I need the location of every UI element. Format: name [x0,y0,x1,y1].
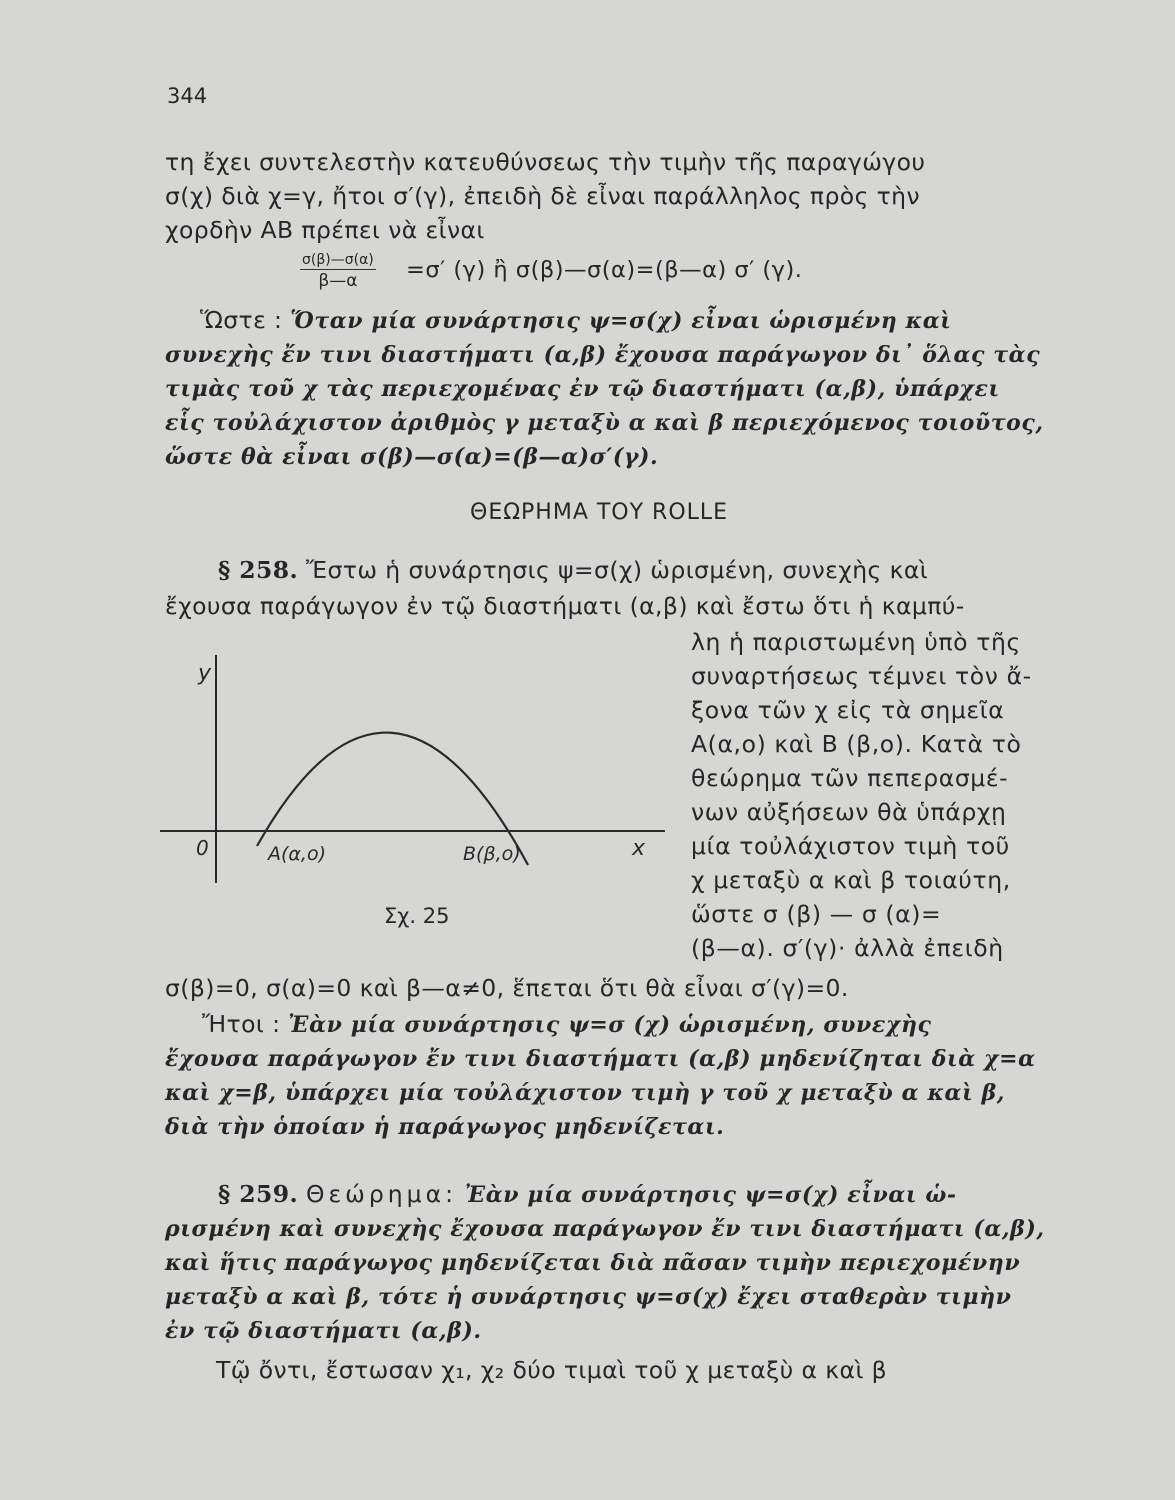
theorem-line: συνεχὴς ἔν τινι διαστήματι (α,β) ἔχουσα παράγωγον δι᾽ ὅλας τὰς [165,342,1041,368]
text-line: σ(β)=0, σ(α)=0 καὶ β—α≠0, ἕπεται ὅτι θὰ εἶναι σ′(γ)=0. [165,974,849,1002]
section-marker: § 258. [218,556,299,584]
theorem-line: ὥστε θὰ εἶναι σ(β)—σ(α)=(β—α)σ′(γ). [165,444,659,470]
text-line: ἔχουσα παράγωγον ἐν τῷ διαστήματι (α,β) καὶ ἔστω ὅτι ἡ καμπύ- [165,592,965,620]
text-line: σ(χ) διὰ χ=γ, ἤτοι σ′(γ), ἐπειδὴ δὲ εἶναι παράλληλος πρὸς τὴν [165,182,920,210]
text-line: Τῷ ὄντι, ἔστωσαν χ₁, χ₂ δύο τιμαὶ τοῦ χ μεταξὺ α καὶ β [216,1356,888,1384]
rolle-figure [160,640,680,900]
theorem-line: καὶ ἥτις παράγωγος μηδενίζεται διὰ πᾶσαν τιμὴν περιεχομένην [165,1250,1021,1276]
wrap-line: χ μεταξὺ α καὶ β τοιαύτη, [691,866,1011,894]
theorem-line: ἐν τῷ διαστήματι (α,β). [165,1318,482,1344]
wrap-line: θεώρημα τῶν πεπερασμέ- [691,764,1009,792]
x-axis-label: x [632,836,646,861]
equation-rest: =σ′ (γ) ἢ σ(β)—σ(α)=(β—α) σ′ (γ). [406,257,803,283]
theorem-line: διὰ τὴν ὁποίαν ἡ παράγωγος μηδενίζεται. [165,1114,725,1140]
theorem-lead: Ἤτοι : [202,1010,281,1038]
point-b-label: B(β,o) [463,843,521,865]
fraction-denominator: β—α [318,271,358,291]
section-label: Θεώρημα: [305,1180,458,1208]
section-text: Ἔστω ἡ συνάρτησις ψ=σ(χ) ὡρισμένη, συνεχὴς καὶ [305,556,929,584]
text-line: χορδὴν ΑΒ πρέπει νὰ εἶναι [165,216,485,244]
page-number: 344 [167,84,208,108]
fraction-bar [300,269,376,270]
wrap-line: μία τοὐλάχιστον τιμὴ τοῦ [691,832,1010,860]
text-line [218,1180,957,1208]
theorem-text: Ἐὰν μία συνάρτησις ψ=σ(χ) εἶναι ὡ- [464,1182,957,1208]
theorem-lead: Ὥστε : [200,306,283,334]
theorem-line: μεταξὺ α καὶ β, τότε ἡ συνάρτησις ψ=σ(χ) ἔχει σταθερὰν τιμὴν [165,1284,1012,1310]
theorem-line [202,1010,932,1038]
theorem-line [200,306,951,334]
figure-caption: Σχ. 25 [384,904,450,928]
theorem-line: τιμὰς τοῦ χ τὰς περιεχομένας ἐν τῷ διαστήματι (α,β), ὑπάρχει [165,376,1000,402]
wrap-line: ὥστε σ (β) — σ (α)= [691,900,942,928]
wrap-line: λη ἡ παριστωμένη ὑπὸ τῆς [691,628,1021,656]
theorem-line: καὶ χ=β, ὑπάρχει μία τοὐλάχιστον τιμὴ γ τοῦ χ μεταξὺ α καὶ β, [165,1080,1006,1106]
wrap-line: Α(α,ο) καὶ Β (β,ο). Κατὰ τὸ [691,730,1022,758]
wrap-line: συναρτήσεως τέμνει τὸν ἄ- [691,662,1032,690]
theorem-line: ρισμένη καὶ συνεχὴς ἔχουσα παράγωγον ἔν τινι διαστήματι (α,β), [165,1216,1045,1242]
section-heading: ΘΕΩΡΗΜΑ ΤΟΥ ROLLE [470,500,729,525]
point-a-label: A(α,o) [268,843,327,865]
origin-label: 0 [196,836,209,860]
fraction-numerator: σ(β)—σ(α) [302,252,374,268]
section-marker: § 259. [218,1180,299,1208]
equation-fraction [300,252,376,291]
theorem-text: Ἐὰν μία συνάρτησις ψ=σ (χ) ὡρισμένη, συνεχὴς [288,1012,932,1038]
wrap-line: νων αὐξήσεων θὰ ὑπάρχῃ [691,798,1007,826]
text-line: τη ἔχει συντελεστὴν κατευθύνσεως τὴν τιμὴν τῆς παραγώγου [165,148,926,176]
wrap-line: ξονα τῶν χ εἰς τὰ σημεῖα [691,696,1005,724]
theorem-line: εἷς τοὐλάχιστον ἀριθμὸς γ μεταξὺ α καὶ β περιεχόμενος τοιοῦτος, [165,410,1044,436]
theorem-line: ἔχουσα παράγωγον ἔν τινι διαστήματι (α,β) μηδενίζηται διὰ χ=α [165,1046,1036,1072]
y-axis-label: y [198,661,212,686]
wrap-line: (β—α). σ′(γ)· ἀλλὰ ἐπειδὴ [691,934,1004,962]
theorem-text: Ὅταν μία συνάρτησις ψ=σ(χ) εἶναι ὡρισμένη καὶ [290,308,952,334]
text-line [218,556,928,584]
